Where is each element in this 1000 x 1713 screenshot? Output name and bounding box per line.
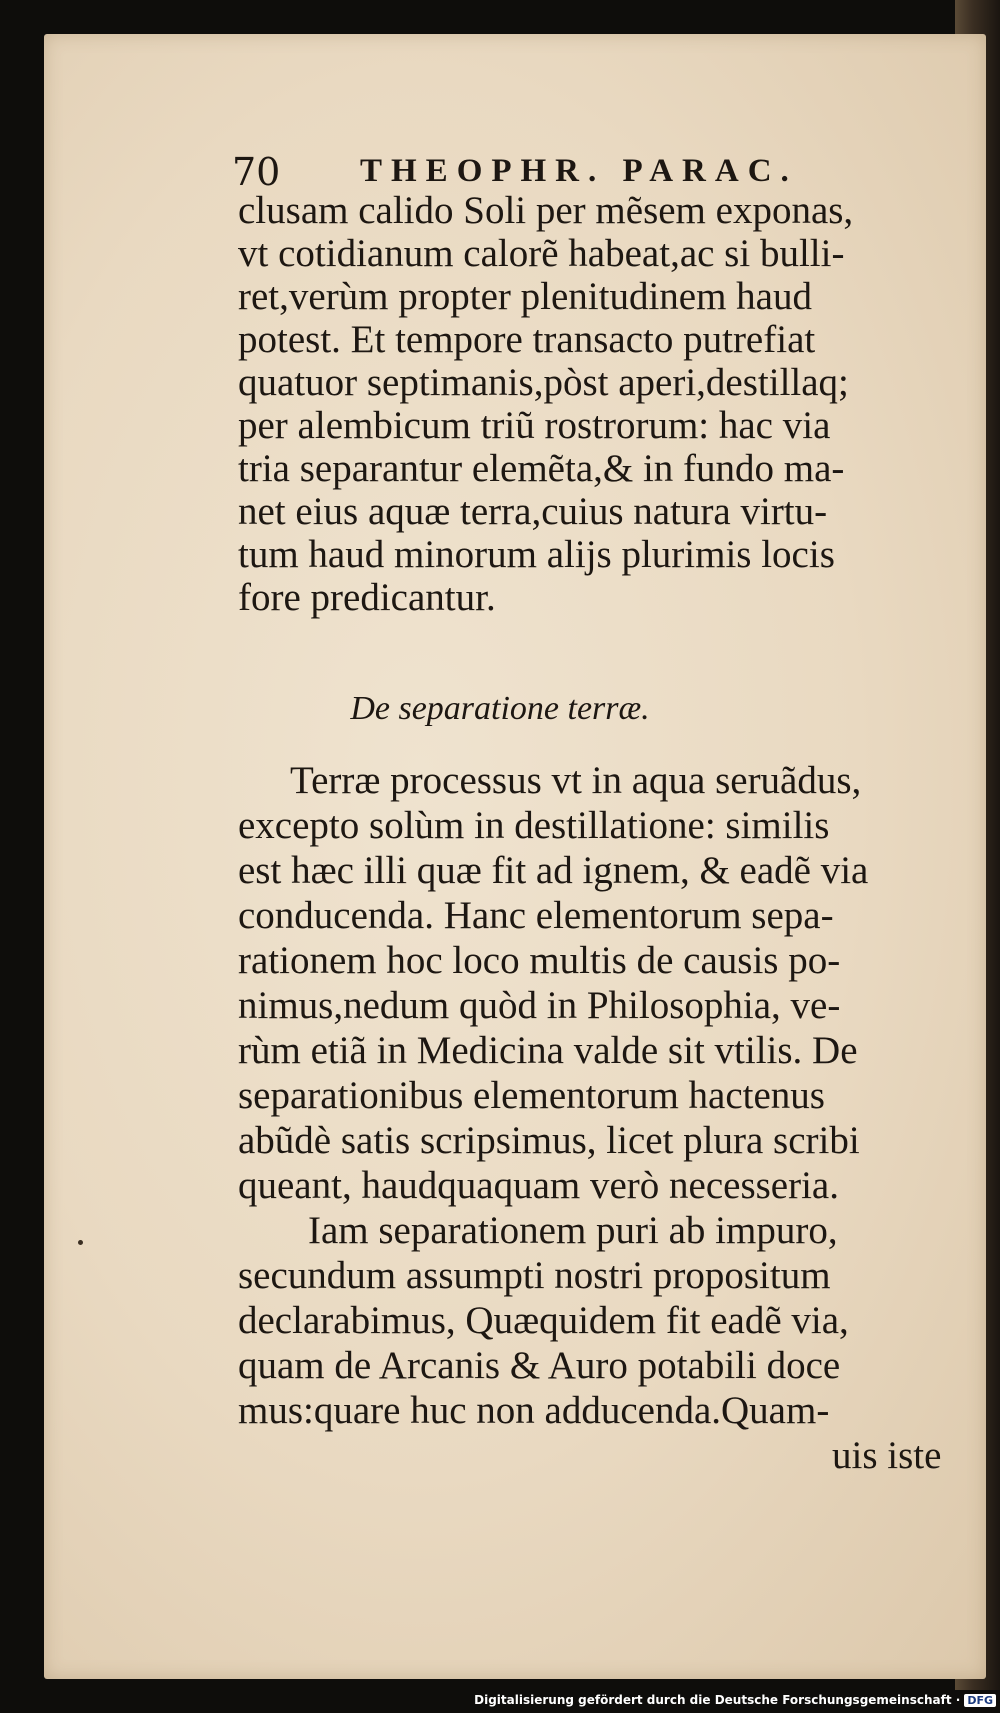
digitization-credit xyxy=(0,1693,996,1707)
credit-text: Digitalisierung gefördert durch die Deutsche Forschungsgemeinschaft · xyxy=(474,1693,961,1707)
text-line: quatuor septimanis,pòst aperi,destillaq; xyxy=(238,361,849,404)
text-line: fore predicantur. xyxy=(238,576,496,619)
text-line: net eius aquæ terra,cuius natura virtu- xyxy=(238,490,828,533)
dfg-logo: DFG xyxy=(964,1694,996,1707)
catchword: uis iste xyxy=(832,1434,942,1477)
text-line: excepto solùm in destillatione: similis xyxy=(238,804,830,847)
text-line: vt cotidianum calorẽ habeat,ac si bulli- xyxy=(238,232,845,275)
section-heading: De separatione terræ. xyxy=(350,690,650,727)
text-line: potest. Et tempore transacto putrefiat xyxy=(238,318,816,361)
text-line: Terræ processus vt in aqua seruãdus, xyxy=(290,759,862,802)
text-line: rationem hoc loco multis de causis po- xyxy=(238,939,841,982)
text-line: est hæc illi quæ fit ad ignem, & eadẽ via xyxy=(238,849,869,892)
text-line: tria separantur elemẽta,& in fundo ma- xyxy=(238,447,845,490)
text-line: queant, haudquaquam verò necesseria. xyxy=(238,1164,839,1207)
text-line: mus:quare huc non adducenda.Quam- xyxy=(238,1389,830,1432)
text-line: ret,verùm propter plenitudinem haud xyxy=(238,275,812,318)
text-line: abũdè satis scripsimus, licet plura scribi xyxy=(238,1119,860,1162)
text-line: tum haud minorum aliјs plurimis locis xyxy=(238,533,835,576)
text-line: Iam separationem puri ab impuro, xyxy=(308,1209,838,1252)
text-line: clusam calido Soli per mẽsem exponas, xyxy=(238,189,854,232)
text-line: nimus,nedum quòd in Philosophia, ve- xyxy=(238,984,841,1027)
page-number: 70 xyxy=(232,150,281,194)
text-line: per alembicum triũ rostrorum: hac via xyxy=(238,404,831,447)
text-line: quam de Arcanis & Auro potabili doce xyxy=(238,1344,841,1387)
text-line: separationibus elementorum hactenus xyxy=(238,1074,825,1117)
running-title: THEOPHR. PARAC. xyxy=(360,153,798,189)
text-line: conducenda. Hanc elementorum sepa- xyxy=(238,894,834,937)
text-line: secundum assumpti nostri propositum xyxy=(238,1254,831,1297)
text-line: declarabimus, Quæquidem fit eadẽ via, xyxy=(238,1299,849,1342)
text-line: rùm etiã in Medicina valde sit vtilis. De xyxy=(238,1029,858,1072)
